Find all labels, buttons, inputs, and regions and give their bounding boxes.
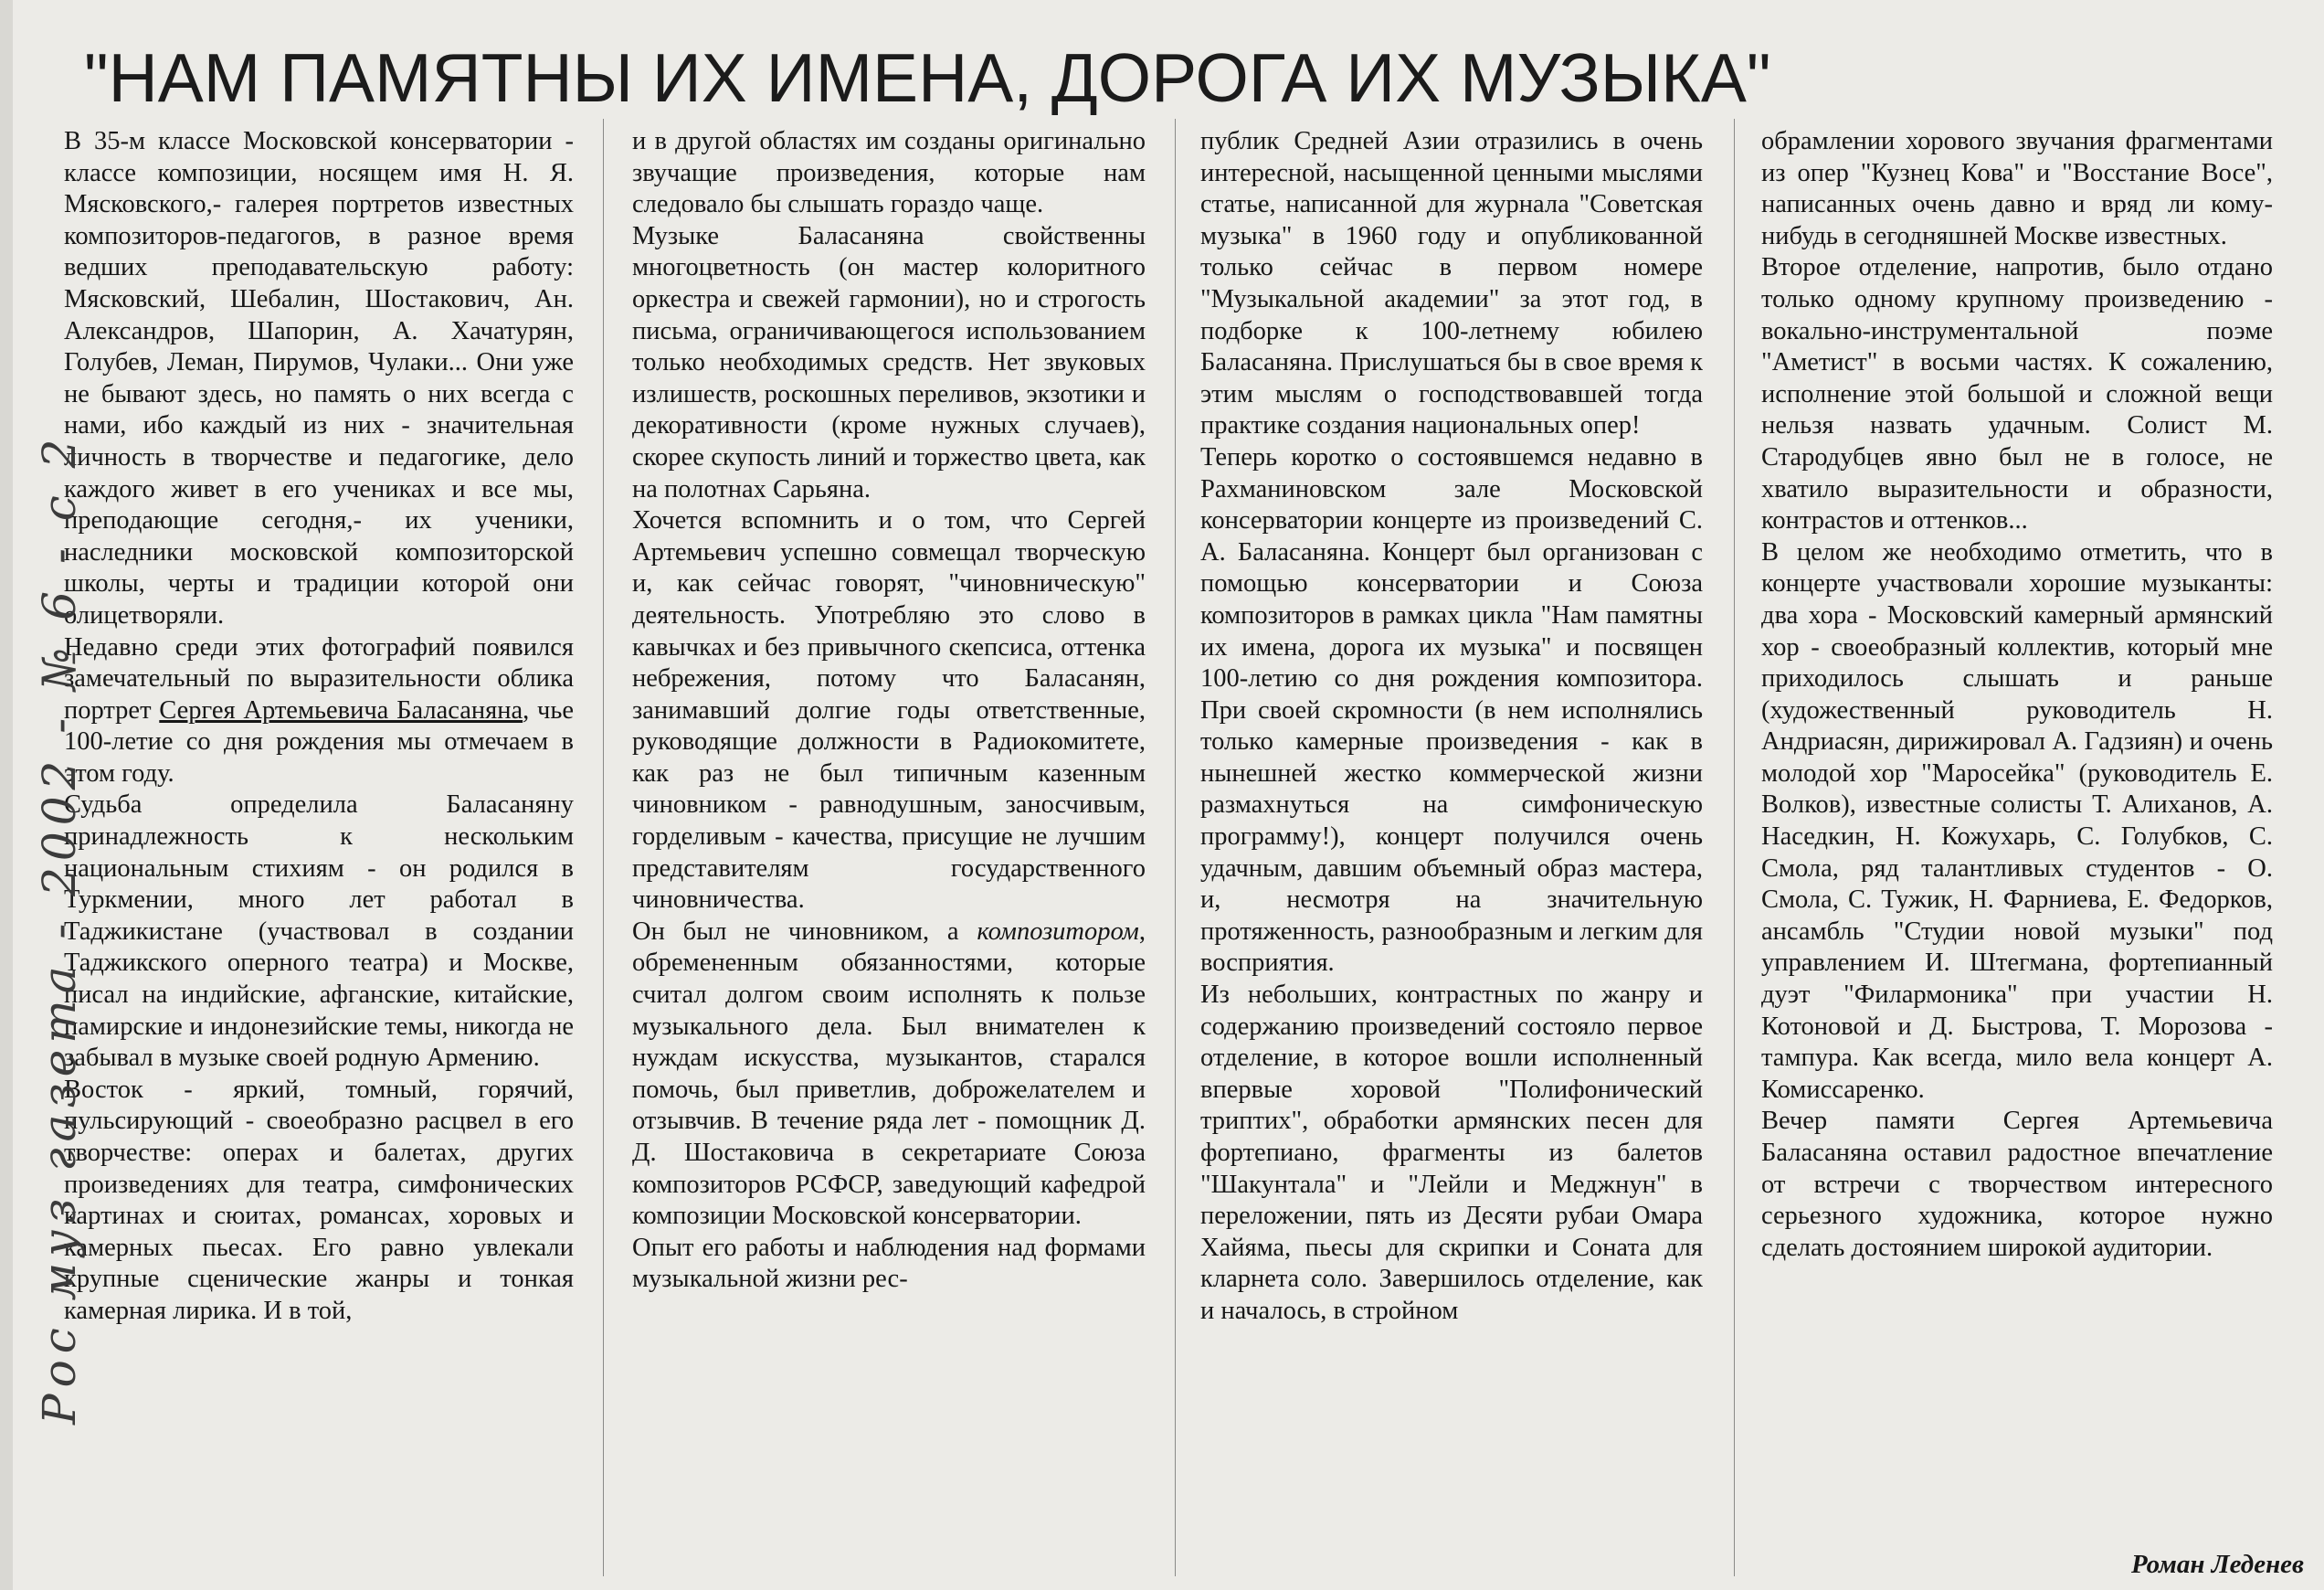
paragraph: Хочется вспомнить и о том, что Сергей Артемьевич успешно совмещал творческую и, как сейчас говорят, "чиновническую" деятельность. Употребляю это слово в кавычках и без привычного скепсиса, оттенка небрежения, потому что Баласанян, занимавший долгие годы ответственные, руководящие должности в Радиокомитете, как раз не был типичным казенным чиновником - равнодушным, заносчивым, горделивым - качества, присущие не лучшим представителям государственного чиновничества. [632, 506, 1146, 915]
article-column-3 [1200, 126, 1703, 1328]
column-divider [1734, 119, 1735, 1576]
paragraph: Судьба определила Баласаняну принадлежность к нескольким национальным стихиям - он родился в Туркмении, много лет работал в Таджикистане (участвовал в создании Таджикского оперного театра) и Москве, писал на индийские, афганские, китайские, памирские и индонезийские темы, никогда не забывал в музыке своей родную Армению. [64, 790, 574, 1073]
paragraph [632, 917, 1146, 1233]
text-run: , чье 100-летие со дня рождения мы отмечаем в этом году. [64, 695, 574, 788]
text-run: Он был не чиновником, а [632, 917, 977, 946]
underlined-name: Сергея Артемьевича Баласаняна [159, 695, 523, 725]
column-divider [603, 119, 604, 1576]
article-column-1 [64, 126, 574, 1328]
paragraph: Из небольших, контрастных по жанру и содержанию произведений состояло первое отделение, в которое вошли исполненный впервые хоровой "Полифонический триптих", обработки армянских песен для фортепиано, фрагменты из балетов "Шакунтала" и "Лейли и Меджнун" в переложении, пять из Десяти рубаи Омара Хайяма, пьесы для скрипки и Соната для кларнета соло. Завершилось отделение, как и началось, в стройном [1200, 980, 1703, 1325]
text-run: Недавно среди этих фотографий появился замечательный по выразительности облика портрет [64, 632, 574, 725]
article-column-2 [632, 126, 1146, 1296]
article-title: "НАМ ПАМЯТНЫ ИХ ИМЕНА, ДОРОГА ИХ МУЗЫКА" [84, 39, 1771, 116]
paragraph: публик Средней Азии отразились в очень интересной, насыщенной ценными мыслями статье, написанной для журнала "Советская музыка" в 1960 году и опубликованной только сейчас в первом номере "Музыкальной академии" за этот год, в подборке к 100-летнему юбилею Баласаняна. Прислушаться бы в свое время к этим мыслям о господствовавшей тогда практике создания национальных опер! [1200, 127, 1703, 440]
text-run: , обремененным обязанностями, которые считал долгом своим исполнять к пользе музыкального дела. Был внимателен к нуждам искусства, музыкантов, старался помочь, был приветлив, доброжелателем и отзывчив. В течение ряда лет - помощник Д. Д. Шостаковича в секретариате Союза композиторов РСФСР, заведующий кафедрой композиции Московской консерватории. [632, 917, 1146, 1231]
paragraph: Теперь коротко о состоявшемся недавно в Рахманиновском зале Московской консерватории концерте из произведений С. А. Баласаняна. Концерт был организован с помощью консерватории и Союза композиторов в рамках цикла "Нам памятны их имена, дорога их музыка" и посвящен 100-летию со дня рождения композитора. При своей скромности (в нем исполнялись только камерные произведения - как в нынешней жестко коммерческой жизни размахнуться на симфоническую программу!), концерт получился очень удачным, давшим объемный образ мастера, и, несмотря на значительную протяженность, разнообразным и легким для восприятия. [1200, 442, 1703, 978]
paper-edge [0, 0, 13, 1590]
paragraph [64, 632, 574, 790]
paragraph: Музыке Баласаняна свойственны многоцветность (он мастер колоритного оркестра и свежей гармонии), но и строгость письма, ограничивающегося использованием только необходимых средств. Нет звуковых излишеств, роскошных переливов, экзотики и декоративности (кроме нужных случаев), скорее скупость линий и торжество цвета, как на полотнах Сарьяна. [632, 221, 1146, 504]
column-divider [1175, 119, 1176, 1576]
paragraph: В целом же необходимо отметить, что в концерте участвовали хорошие музыканты: два хора - Московский камерный армянский хор - своеобразный коллектив, который мне приходилось слышать и раньше (художественный руководитель Н. Андриасян, дирижировал А. Гадзиян) и очень молодой хор "Маросейка" (руководитель Е. Волков), известные солисты Т. Алиханов, А. Наседкин, Н. Кожухарь, С. Голубков, С. Смола, ряд талантливых студентов - О. Смола, С. Тужик, Н. Фарниева, Е. Федорков, ансамбль "Студии новой музыки" под управлением И. Штегмана, фортепианный дуэт "Филармоника" при участии Н. Котоновой и Д. Быстрова, Т. Морозова - тампура. Как всегда, мило вела концерт А. Комиссаренко. [1761, 537, 2273, 1104]
paragraph: Опыт его работы и наблюдения над формами музыкальной жизни рес- [632, 1233, 1146, 1294]
paragraph: Вечер памяти Сергея Артемьевича Баласаняна оставил радостное впечатление от встречи с творчеством интересного серьезного художника, которое нужно сделать достоянием широкой аудитории. [1761, 1107, 2273, 1262]
emphasis: композитором [977, 917, 1139, 946]
article-column-4 [1761, 126, 2273, 1264]
paragraph: Второе отделение, напротив, было отдано только одному крупному произведению - вокально-инструментальной поэме "Аметист" в восьми частях. К сожалению, исполнение этой большой и сложной вещи нельзя назвать удачным. Солист М. Стародубцев явно был не в голосе, не хватило выразительности и образности, контрастов и оттенков... [1761, 253, 2273, 535]
paragraph: обрамлении хорового звучания фрагментами из опер "Кузнец Кова" и "Восстание Восе", написанных очень давно и вряд ли кому-нибудь в сегодняшней Москве известных. [1761, 127, 2273, 250]
paragraph: В 35-м классе Московской консерватории - классе композиции, носящем имя Н. Я. Мясковского,- галерея портретов известных композиторов-педагогов, в разное время ведших преподавательскую работу: Мясковский, Шебалин, Шостакович, Ан. Александров, Шапорин, А. Хачатурян, Голубев, Леман, Пирумов, Чулаки... Они уже не бывают здесь, но память о них всегда с нами, ибо каждый из них - значительная личность в творчестве и педагогике, дело каждого живет в его учениках и все мы, преподающие сегодня,- их ученики, наследники московской композиторской школы, черты и традиции которой они олицетворяли. [64, 127, 574, 630]
paragraph: и в другой областях им созданы оригинально звучащие произведения, которые нам следовало бы слышать гораздо чаще. [632, 127, 1146, 219]
paragraph: Восток - яркий, томный, горячий, пульсирующий - своеобразно расцвел в его творчестве: операх и балетах, других произведениях для театра, симфонических картинах и сюитах, романсах, хоровых и камерных пьесах. Его равно увлекали крупные сценические жанры и тонкая камерная лирика. И в той, [64, 1075, 574, 1325]
author-signature: Роман Леденев [2130, 1550, 2304, 1579]
handwritten-note: Рос муз газета - 2002 - № 6 - с 2 [33, 432, 86, 1425]
